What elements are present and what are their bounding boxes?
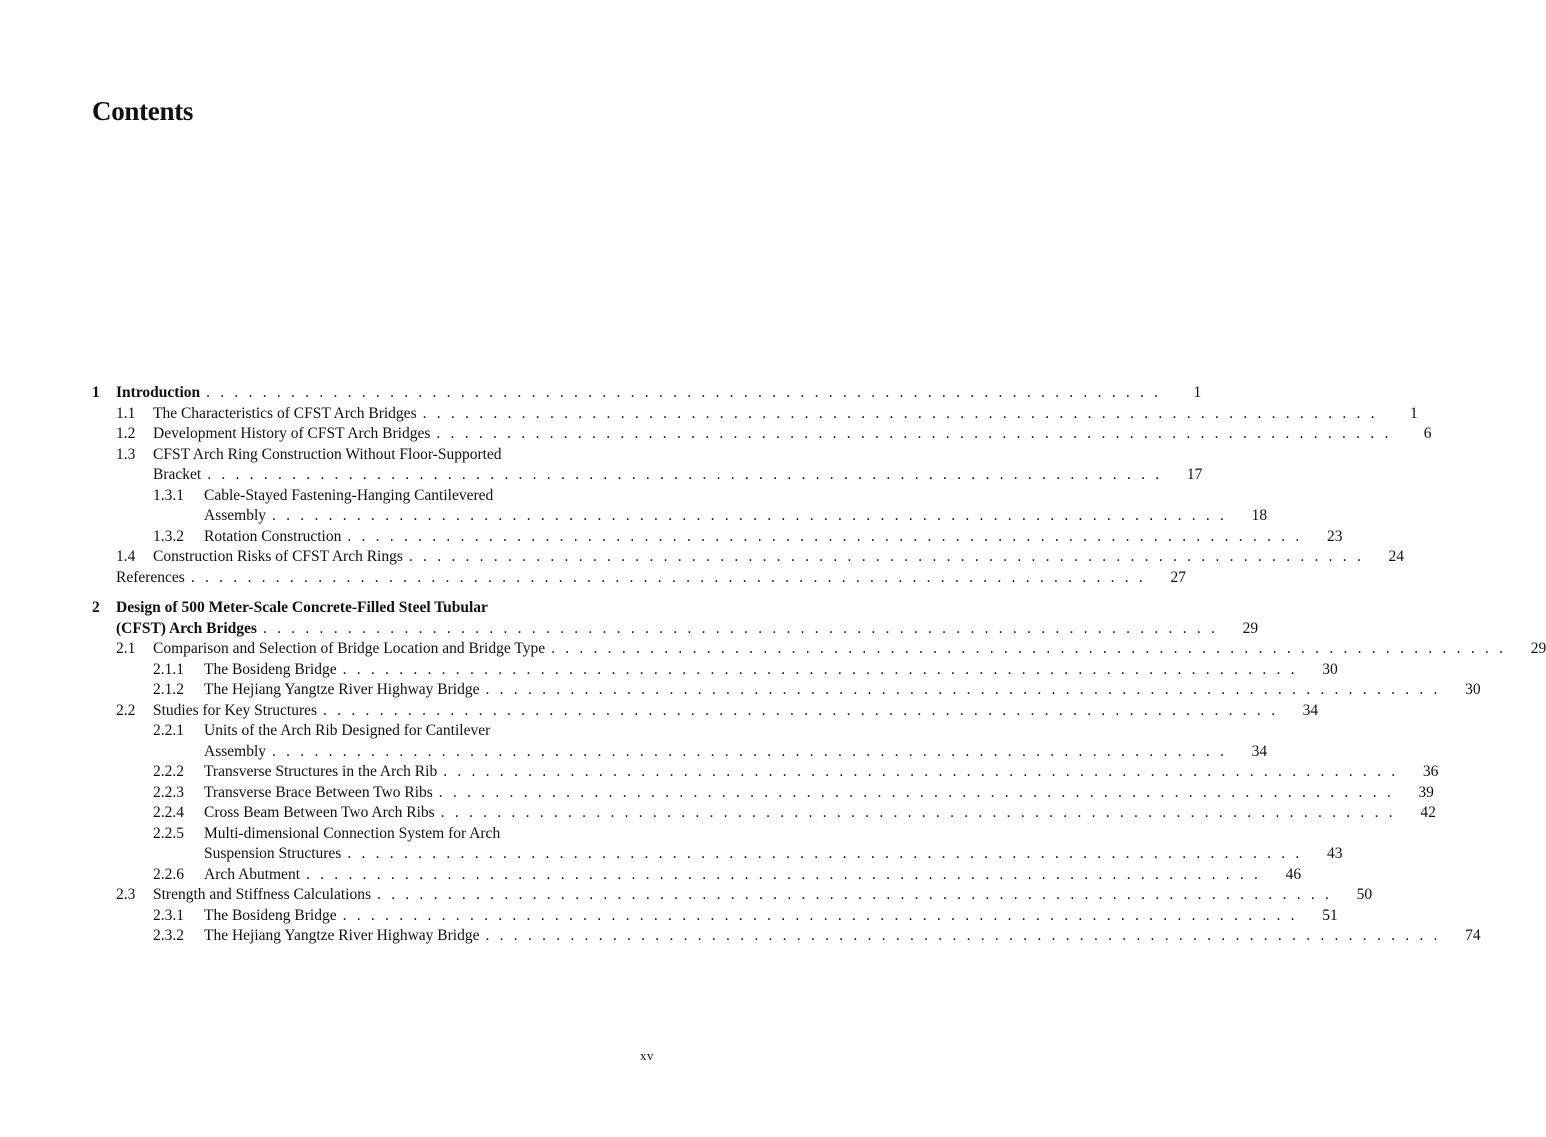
toc-page-number[interactable]: 6 (1423, 425, 1432, 442)
toc-leader-dots: . . . . . . . . . . . . . . . . . . . . . . . . . . . . . . . . . . . . . . . . . . . . . . . . . . . . . . . . . . . . . . . . . . . . (347, 845, 1303, 862)
toc-page-number[interactable]: 1 (1409, 404, 1418, 422)
toc-entry-number: 1.1 (116, 404, 136, 422)
toc-entry-title[interactable]: Suspension Structures (204, 845, 342, 862)
toc-entry[interactable] (92, 424, 1432, 445)
toc-page-number[interactable]: 39 (1418, 783, 1434, 801)
toc-entry-number: 1.3.2 (153, 527, 184, 545)
toc-entry-title[interactable]: Assembly (204, 507, 266, 524)
toc-entry-number: 2.2.2 (153, 763, 184, 780)
toc-entry-number: 2.2.4 (153, 804, 184, 821)
toc-entry-title[interactable]: (CFST) Arch Bridges (116, 619, 257, 637)
toc-entry-number: 2.2.5 (153, 824, 184, 842)
toc-entry[interactable] (92, 680, 1481, 701)
toc-entry[interactable] (92, 445, 658, 466)
toc-page-number[interactable]: 17 (1186, 466, 1203, 483)
toc-page-number[interactable]: 30 (1322, 660, 1338, 678)
toc-entry-number: 2.3.2 (153, 927, 184, 944)
toc-leader-dots: . . . . . . . . . . . . . . . . . . . . . . . . . . . . . . . . . . . . . . . . . . . . . . . . . . . . . . . . . . . . . . . . . . . . (440, 804, 1396, 821)
toc-leader-dots: . . . . . . . . . . . . . . . . . . . . . . . . . . . . . . . . . . . . . . . . . . . . . . . . . . . . . . . . . . . . . . . . . . . . (422, 404, 1378, 422)
toc-leader-dots: . . . . . . . . . . . . . . . . . . . . . . . . . . . . . . . . . . . . . . . . . . . . . . . . . . . . . . . . . . . . . . . . . . . . (551, 640, 1507, 657)
toc-page-number[interactable]: 24 (1388, 548, 1405, 565)
toc-entry-number: 2.2.6 (153, 865, 184, 883)
toc-entry-title[interactable]: Transverse Structures in the Arch Rib (204, 763, 438, 780)
toc-entry-title[interactable]: Cross Beam Between Two Arch Ribs (204, 804, 435, 821)
toc-leader-dots: . . . . . . . . . . . . . . . . . . . . . . . . . . . . . . . . . . . . . . . . . . . . . . . . . . . . . . . . . . . . . . . . . . . . (342, 660, 1298, 678)
toc-leader-dots: . . . . . . . . . . . . . . . . . . . . . . . . . . . . . . . . . . . . . . . . . . . . . . . . . . . . . . . . . . . . . . . . . . . . (438, 783, 1394, 801)
toc-entry-number: 1.4 (116, 548, 136, 565)
toc-entry-title[interactable]: Design of 500 Meter-Scale Concrete-Filled Steel Tubular (116, 599, 488, 616)
toc-entry[interactable] (92, 639, 1546, 660)
toc-leader-dots: . . . . . . . . . . . . . . . . . . . . . . . . . . . . . . . . . . . . . . . . . . . . . . . . . . . . . . . . . . . . . . . . . . . . (306, 865, 1262, 883)
toc-entry-title[interactable]: The Bosideng Bridge (204, 660, 337, 678)
toc-entry-number: 1.3 (116, 445, 136, 463)
toc-leader-dots: . . . . . . . . . . . . . . . . . . . . . . . . . . . . . . . . . . . . . . . . . . . . . . . . . . . . . . . . . . . . . . . . . . . . (436, 425, 1392, 442)
toc-page-number[interactable]: 34 (1302, 701, 1319, 719)
toc-entry-continuation[interactable] (92, 465, 1203, 486)
toc-entry-title[interactable]: The Hejiang Yangtze River Highway Bridge (204, 927, 480, 944)
toc-page-number[interactable]: 34 (1251, 742, 1268, 760)
toc-entry[interactable] (92, 598, 658, 619)
toc-entry-title[interactable]: Strength and Stiffness Calculations (153, 886, 371, 903)
page-number: xv (640, 1048, 654, 1063)
toc-leader-dots: . . . . . . . . . . . . . . . . . . . . . . . . . . . . . . . . . . . . . . . . . . . . . . . . . . . . . . . . . . . . . . . . . . . . (342, 906, 1298, 924)
toc-entry-continuation[interactable] (92, 619, 1259, 640)
toc-page-number[interactable]: 30 (1465, 681, 1481, 698)
toc-entry-title[interactable]: Units of the Arch Rib Designed for Cantilever (204, 722, 491, 739)
toc-entry[interactable] (92, 762, 1439, 783)
toc-leader-dots: . . . . . . . . . . . . . . . . . . . . . . . . . . . . . . . . . . . . . . . . . . . . . . . . . . . . . . . . . . . . . . . . . . . . (262, 619, 1219, 637)
toc-entry-title[interactable]: Development History of CFST Arch Bridges (153, 425, 431, 442)
toc-entry-continuation[interactable] (92, 506, 1268, 527)
toc-leader-dots: . . . . . . . . . . . . . . . . . . . . . . . . . . . . . . . . . . . . . . . . . . . . . . . . . . . . . . . . . . . . . . . . . . . . (323, 701, 1279, 719)
toc-page-number[interactable]: 18 (1251, 507, 1268, 524)
toc-entry[interactable] (92, 783, 1434, 804)
toc-leader-dots: . . . . . . . . . . . . . . . . . . . . . . . . . . . . . . . . . . . . . . . . . . . . . . . . . . . . . . . . . . . . . . . . . . . . (485, 681, 1441, 698)
toc-entry-continuation[interactable] (92, 742, 1268, 763)
toc-references[interactable] (92, 568, 1186, 589)
toc-page-number[interactable]: 46 (1285, 865, 1302, 883)
toc-entry-title[interactable]: Cable-Stayed Fastening-Hanging Cantilevered (204, 486, 494, 504)
toc-entry-title[interactable]: Comparison and Selection of Bridge Location and Bridge Type (153, 640, 546, 657)
toc-entry[interactable] (92, 824, 658, 845)
toc-leader-dots: . . . . . . . . . . . . . . . . . . . . . . . . . . . . . . . . . . . . . . . . . . . . . . . . . . . . . . . . . . . . . . . . . . . . (485, 927, 1441, 944)
toc-leader-dots: . . . . . . . . . . . . . . . . . . . . . . . . . . . . . . . . . . . . . . . . . . . . . . . . . . . . . . . . . . . . . . . . . . . . (272, 507, 1228, 524)
toc-entry-title[interactable]: CFST Arch Ring Construction Without Floor-Supported (153, 445, 502, 463)
toc-entry[interactable] (92, 404, 1418, 425)
toc-entry-number: 2.2 (116, 701, 136, 719)
toc-leader-dots: . . . . . . . . . . . . . . . . . . . . . . . . . . . . . . . . . . . . . . . . . . . . . . . . . . . . . . . . . . . . . . . . . . . . (207, 466, 1163, 483)
toc-page-number[interactable]: 42 (1420, 804, 1436, 821)
page-title: Contents (92, 96, 194, 126)
table-of-contents (92, 383, 1546, 947)
toc-entry[interactable] (92, 721, 658, 742)
toc-page-number[interactable]: 50 (1356, 886, 1373, 903)
toc-entry[interactable] (92, 906, 1338, 927)
toc-entry-continuation[interactable] (92, 844, 1343, 865)
toc-entry-number: 2.3.1 (153, 906, 184, 924)
toc-entry[interactable] (92, 926, 1481, 947)
toc-entry-number: 2.1 (116, 640, 136, 657)
toc-entry-title[interactable]: Bracket (153, 466, 202, 483)
toc-entry[interactable] (92, 660, 1338, 681)
toc-entry-title[interactable]: Arch Abutment (204, 865, 300, 883)
toc-page-number[interactable]: 51 (1322, 906, 1338, 924)
toc-leader-dots: . . . . . . . . . . . . . . . . . . . . . . . . . . . . . . . . . . . . . . . . . . . . . . . . . . . . . . . . . . . . . . . . . . . . (376, 886, 1333, 903)
toc-entry-number: 1.2 (116, 425, 136, 442)
toc-entry[interactable] (92, 383, 1202, 404)
toc-entry[interactable] (92, 486, 658, 507)
toc-leader-dots: . . . . . . . . . . . . . . . . . . . . . . . . . . . . . . . . . . . . . . . . . . . . . . . . . . . . . . . . . . . . . . . . . . . . (190, 568, 1146, 586)
toc-entry[interactable] (92, 803, 1436, 824)
toc-page-number[interactable]: 27 (1170, 568, 1186, 586)
toc-leader-dots: . . . . . . . . . . . . . . . . . . . . . . . . . . . . . . . . . . . . . . . . . . . . . . . . . . . . . . . . . . . . . . . . . . . . (443, 763, 1399, 780)
toc-entry-number: 1.3.1 (153, 486, 184, 504)
toc-page-number[interactable]: 36 (1422, 763, 1439, 780)
toc-entry-title[interactable]: The Characteristics of CFST Arch Bridges (153, 404, 417, 422)
toc-entry-number: 2.1.2 (153, 681, 184, 698)
toc-entry-number: 2.3 (116, 886, 136, 903)
toc-page-number[interactable]: 23 (1326, 527, 1343, 545)
toc-page-number[interactable]: 29 (1530, 640, 1546, 657)
toc-page-number[interactable]: 43 (1326, 845, 1343, 862)
toc-entry-title[interactable]: Introduction (116, 384, 201, 401)
toc-entry-title[interactable]: The Hejiang Yangtze River Highway Bridge (204, 681, 480, 698)
toc-entry-title[interactable]: Construction Risks of CFST Arch Rings (153, 548, 403, 565)
toc-page-number[interactable]: 74 (1465, 927, 1481, 944)
toc-entry[interactable] (92, 865, 1302, 886)
toc-entry-number: 1 (92, 384, 100, 401)
toc-entry[interactable] (92, 701, 1319, 722)
toc-leader-dots: . . . . . . . . . . . . . . . . . . . . . . . . . . . . . . . . . . . . . . . . . . . . . . . . . . . . . . . . . . . . . . . . . . . . (408, 548, 1365, 565)
toc-entry-title[interactable]: Multi-dimensional Connection System for Arch (204, 824, 501, 842)
toc-page-number[interactable]: 29 (1242, 619, 1259, 637)
toc-entry-title[interactable]: The Bosideng Bridge (204, 906, 337, 924)
toc-entry-number: 2 (92, 599, 100, 616)
toc-entry[interactable] (92, 527, 1343, 548)
toc-entry-number: 2.2.3 (153, 783, 184, 801)
toc-entry-title[interactable]: Assembly (204, 742, 266, 760)
toc-entry-title[interactable]: Rotation Construction (204, 527, 342, 545)
toc-leader-dots: . . . . . . . . . . . . . . . . . . . . . . . . . . . . . . . . . . . . . . . . . . . . . . . . . . . . . . . . . . . . . . . . . . . . (206, 384, 1162, 401)
toc-entry[interactable] (92, 885, 1373, 906)
toc-entry-title[interactable]: Transverse Brace Between Two Ribs (204, 783, 433, 801)
toc-page-number[interactable]: 1 (1193, 384, 1202, 401)
toc-entry-title[interactable]: References (116, 568, 185, 586)
toc-leader-dots: . . . . . . . . . . . . . . . . . . . . . . . . . . . . . . . . . . . . . . . . . . . . . . . . . . . . . . . . . . . . . . . . . . . . (272, 742, 1228, 760)
toc-entry[interactable] (92, 547, 1405, 568)
toc-entry-title[interactable]: Studies for Key Structures (153, 701, 318, 719)
toc-leader-dots: . . . . . . . . . . . . . . . . . . . . . . . . . . . . . . . . . . . . . . . . . . . . . . . . . . . . . . . . . . . . . . . . . . . . (347, 527, 1303, 545)
toc-entry-number: 2.2.1 (153, 722, 184, 739)
toc-entry-number: 2.1.1 (153, 660, 184, 678)
